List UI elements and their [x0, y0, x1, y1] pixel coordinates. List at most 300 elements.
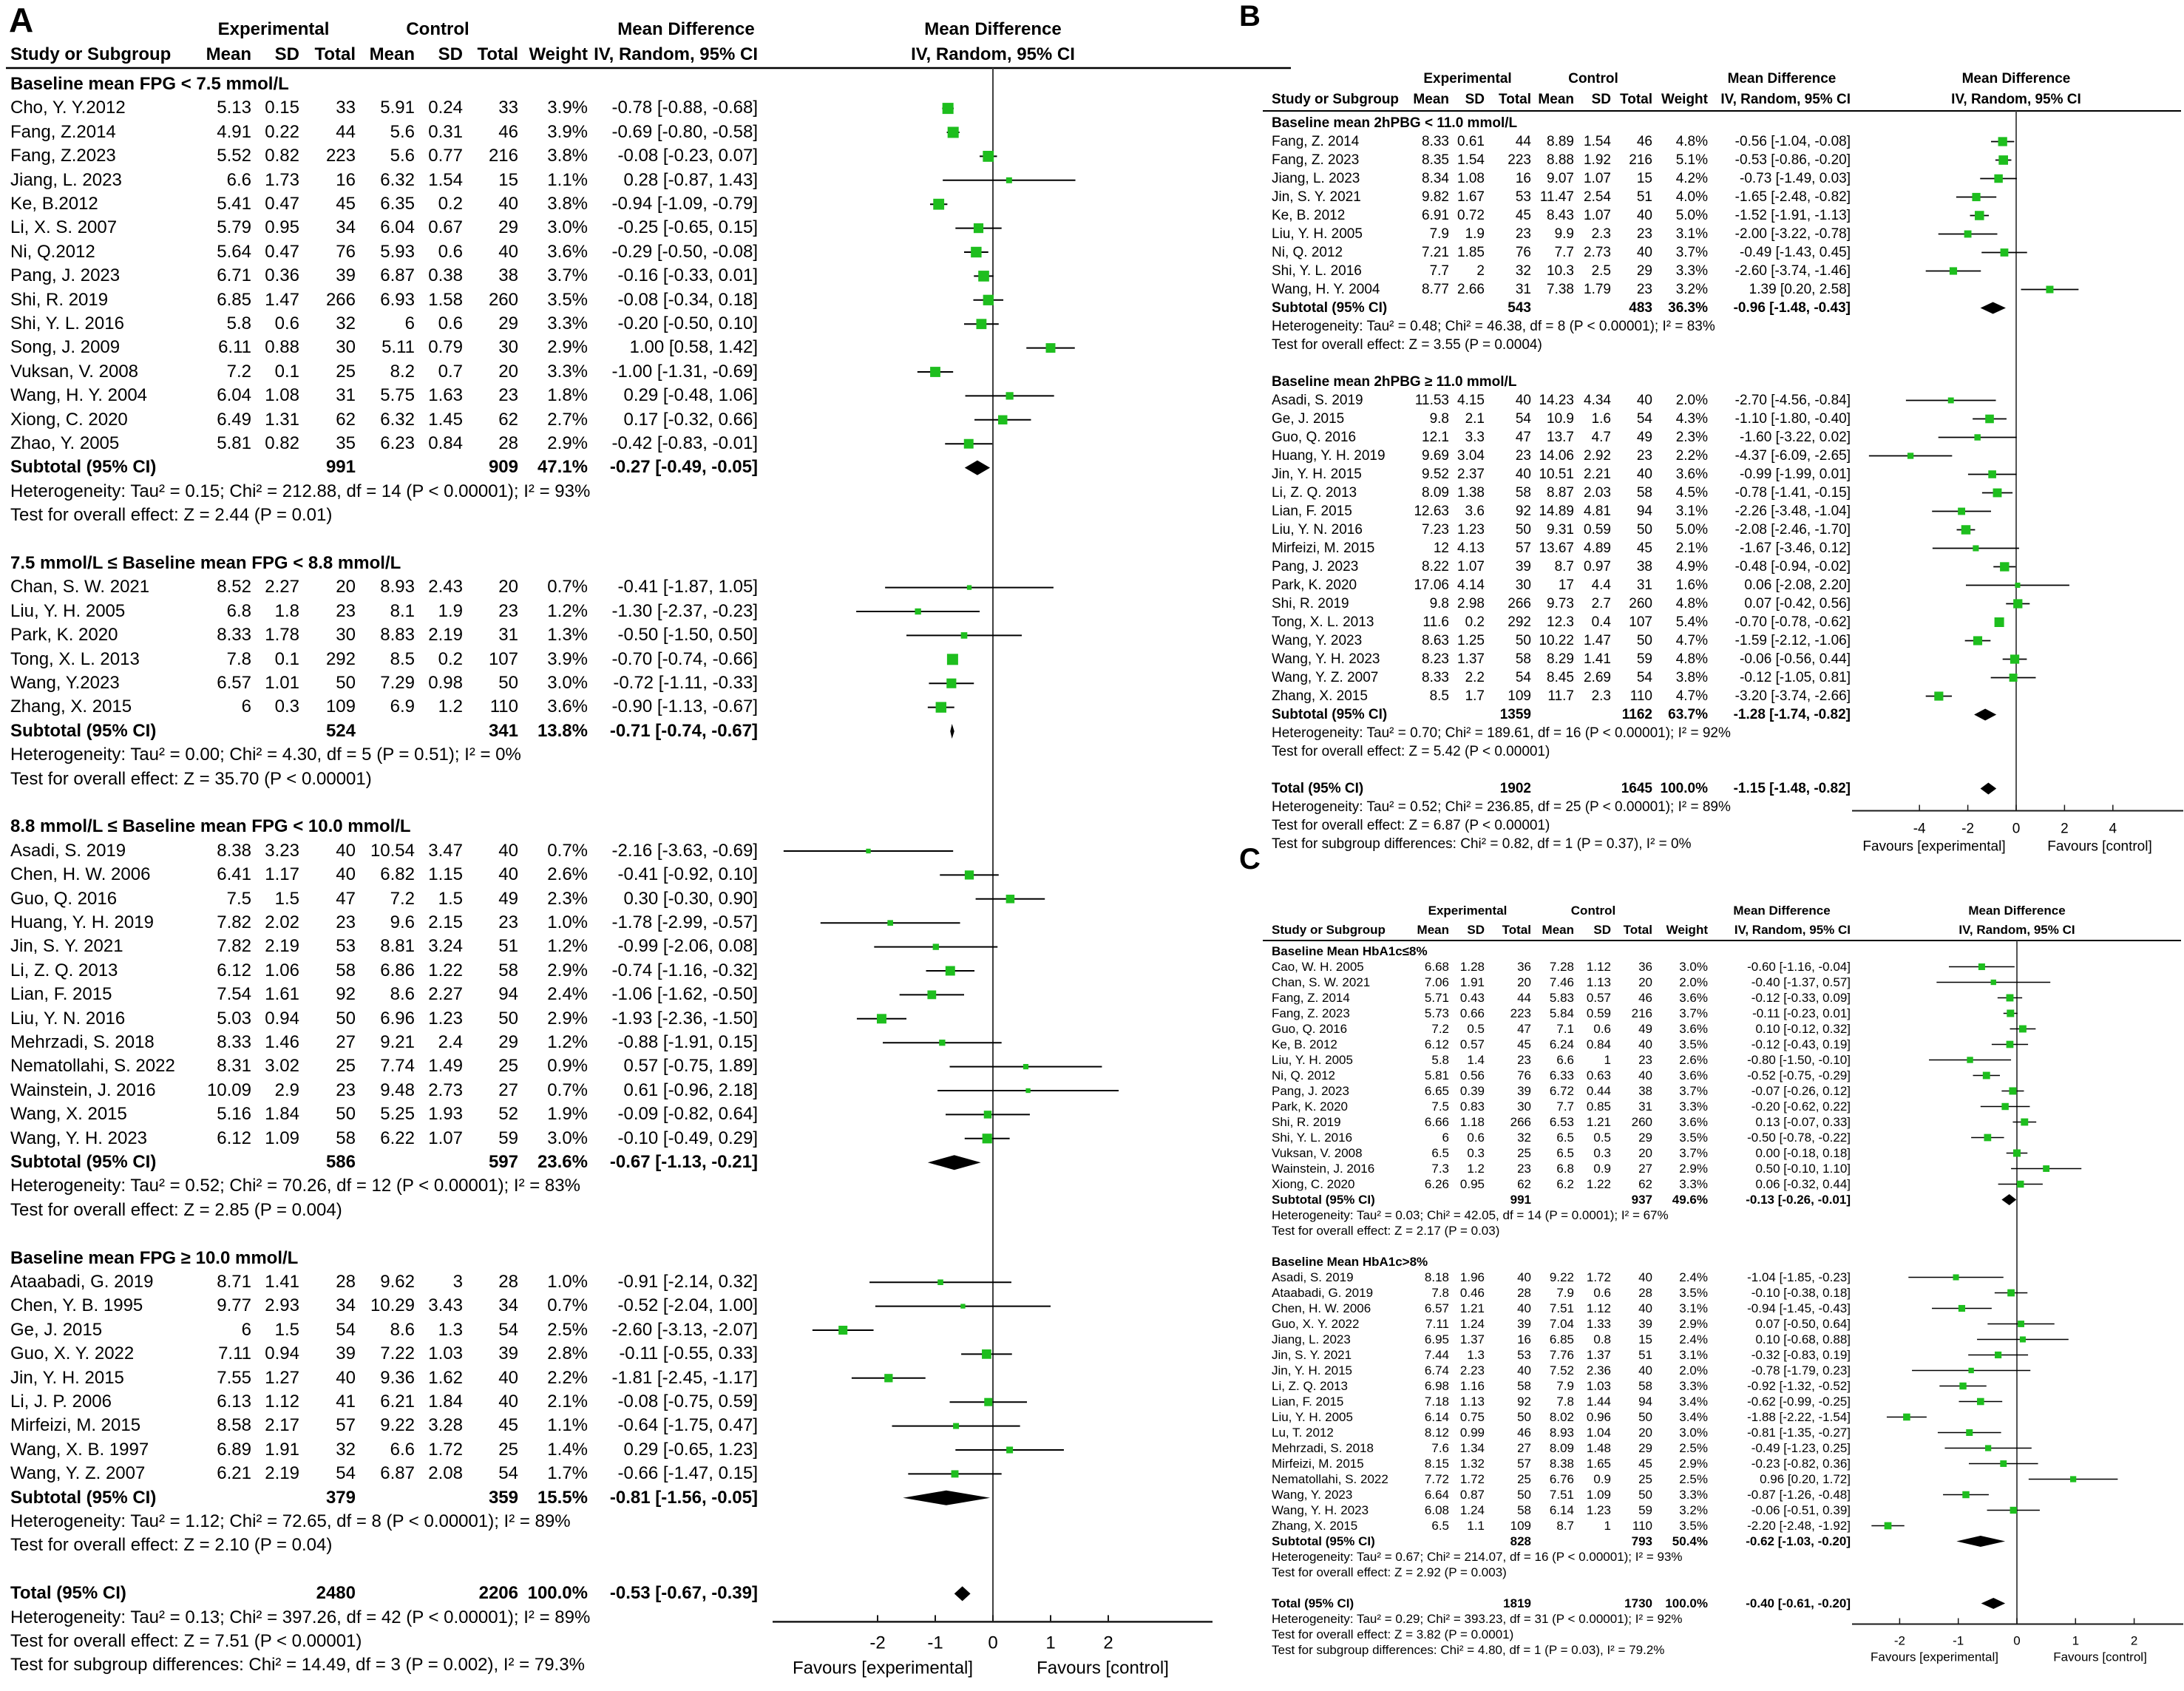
e_sd-cell: 1.73: [265, 169, 299, 190]
e_mean-cell: 6.08: [1424, 1503, 1449, 1517]
study-name: Ataabadi, G. 2019: [1272, 1286, 1374, 1300]
overall-effect-text: [1257, 1223, 2184, 1238]
subtotal-exp-total: 1359: [1499, 707, 1531, 722]
c_mean-cell: 14.06: [1539, 448, 1574, 464]
ci-cell: -0.52 [-2.04, 1.00]: [617, 1295, 758, 1316]
weight-cell: 3.4%: [1679, 1410, 1708, 1424]
study-name: Zhang, X. 2015: [1272, 1519, 1358, 1533]
subtotal-ctl-total: 359: [488, 1487, 518, 1508]
ci-cell: -0.08 [-0.23, 0.07]: [617, 146, 758, 166]
c_mean-cell: 7.2: [390, 888, 415, 909]
ci-cell: -0.08 [-0.75, 0.59]: [617, 1392, 758, 1412]
e_sd-cell: 0.75: [1459, 1410, 1485, 1424]
heterogeneity-text: Heterogeneity: Tau² = 0.00; Chi² = 4.30, df = 5 (P = 0.51); I² = 0%: [10, 745, 521, 765]
e_total-cell: 28: [336, 1272, 356, 1292]
subtotal-exp-total: 991: [1510, 1193, 1531, 1207]
c_sd-cell: 1.49: [428, 1056, 463, 1077]
plot-method-header: IV, Random, 95% CI: [1959, 923, 2075, 937]
study-row: [1257, 1301, 2184, 1316]
e_total-cell: 40: [1515, 393, 1531, 408]
study-row: [1257, 1394, 2184, 1409]
study-name: Wang, Y.2023: [10, 673, 120, 693]
c_mean-cell: 7.7: [1556, 1099, 1574, 1114]
study-name: Ataabadi, G. 2019: [10, 1272, 154, 1292]
e_mean-cell: 8.12: [1424, 1426, 1449, 1440]
c_sd-cell: 2.03: [1584, 485, 1611, 501]
e_total-cell: 40: [1515, 467, 1531, 482]
ci-cell: -0.88 [-1.91, 0.15]: [617, 1032, 758, 1052]
subtotal-weight: 23.6%: [537, 1152, 588, 1172]
weight-cell: 3.6%: [1675, 467, 1708, 482]
c_total-cell: 110: [489, 697, 518, 717]
e_total-cell: 54: [1515, 411, 1531, 427]
study-row: [0, 1031, 1294, 1054]
panel-c: [1239, 843, 2184, 1691]
c_total-cell: 39: [498, 1343, 518, 1364]
c_mean-cell: 7.7: [1554, 245, 1574, 260]
c_mean-cell: 6.22: [380, 1128, 415, 1148]
c_total-cell: 216: [1629, 152, 1652, 168]
overall-effect-text: [0, 1199, 1294, 1222]
c_sd-cell: 1.6: [1591, 411, 1611, 427]
e_sd-cell: 0.82: [265, 146, 299, 166]
axis-tick-label: -2: [1961, 821, 1975, 837]
study-row: [0, 671, 1294, 695]
study-name: Jin, Y. H. 2015: [10, 1367, 124, 1388]
ci-cell: -0.66 [-1.47, 0.15]: [617, 1463, 758, 1484]
c_total-cell: 40: [498, 241, 518, 262]
weight-cell: 3.6%: [1679, 1068, 1708, 1082]
study-name: Lian, F. 2015: [1272, 1395, 1344, 1409]
e_mean-cell: 6.13: [217, 1392, 251, 1412]
e_total-cell: 292: [325, 648, 356, 669]
experimental-group-header: Experimental: [1428, 904, 1508, 918]
c_mean-cell: 6.35: [380, 194, 415, 214]
ci-cell: 0.06 [-2.08, 2.20]: [1744, 577, 1851, 593]
study-row: [0, 1390, 1294, 1414]
study-name: Xiong, C. 2020: [10, 409, 128, 430]
study-name: Liu, Y. N. 2016: [10, 1008, 126, 1029]
e_total-cell: 266: [1510, 1115, 1531, 1129]
c_sd-cell: 1: [1604, 1519, 1611, 1533]
c_sd-cell: 1.44: [1586, 1395, 1611, 1409]
c_mean-cell: 6.5: [1556, 1146, 1574, 1160]
ci-cell: 0.10 [-0.68, 0.88]: [1755, 1332, 1851, 1346]
c_mean-cell: 6.2: [1556, 1177, 1574, 1191]
study-name: Ge, J. 2015: [1272, 411, 1345, 427]
e_sd-cell: 1.4: [1467, 1053, 1485, 1067]
subtotal-exp-total: 379: [325, 1487, 356, 1508]
e_total-cell: 54: [336, 1463, 356, 1484]
study-row: [1257, 1471, 2184, 1487]
weight-cell: 0.7%: [547, 1080, 588, 1100]
heterogeneity-text: Heterogeneity: Tau² = 0.52; Chi² = 70.26, df = 12 (P < 0.00001); I² = 83%: [10, 1176, 580, 1196]
weight-cell: 3.0%: [547, 1128, 588, 1148]
heterogeneity-text: Heterogeneity: Tau² = 0.29; Chi² = 393.23, df = 31 (P < 0.00001); I² = 92%: [1272, 1612, 1683, 1626]
heterogeneity-text: Heterogeneity: Tau² = 1.12; Chi² = 72.65, df = 8 (P < 0.00001); I² = 89%: [10, 1511, 571, 1531]
ci-cell: 0.57 [-0.75, 1.89]: [623, 1056, 758, 1077]
study-row: [0, 192, 1294, 216]
ci-cell: -0.99 [-1.99, 0.01]: [1740, 467, 1851, 482]
c_sd-cell: 2.3: [1591, 688, 1611, 704]
e_sd-cell: 1.08: [265, 385, 299, 406]
e_sd-cell: 0.1: [274, 361, 299, 382]
study-name: Lu, T. 2012: [1272, 1426, 1334, 1440]
c_total-cell: 20: [498, 361, 518, 382]
c_total-cell: 59: [1636, 651, 1652, 667]
e_total-cell: 45: [336, 194, 356, 214]
c_mean-cell: 7.51: [1549, 1301, 1574, 1315]
c_total-cell: 52: [498, 1104, 518, 1125]
c_sd-cell: 4.89: [1584, 540, 1611, 556]
total-label: Total (95% CI): [10, 1583, 126, 1604]
subtotal-weight: 100.0%: [527, 1583, 588, 1604]
weight-cell: 1.2%: [547, 936, 588, 957]
study-name: Jin, S. Y. 2021: [10, 936, 123, 957]
e_total-cell: 50: [336, 673, 356, 693]
ci-cell: -0.08 [-0.34, 0.18]: [617, 289, 758, 310]
c_mean-cell: 8.43: [1547, 208, 1574, 223]
e_total-cell: 23: [1517, 1162, 1531, 1176]
c_sd-cell: 2.21: [1584, 467, 1611, 482]
c_total-cell: 94: [1636, 504, 1652, 519]
subtotal-weight: 100.0%: [1660, 781, 1708, 796]
method-column-header: IV, Random, 95% CI: [1734, 923, 1851, 937]
c_total-cell: 29: [1638, 1131, 1652, 1145]
e_sd-cell: 1.09: [265, 1128, 299, 1148]
study-row: [1257, 1037, 2184, 1052]
e_mean-cell: 7.44: [1424, 1348, 1449, 1362]
c_mean-cell: 6.87: [380, 1463, 415, 1484]
study-name: Jin, S. Y. 2021: [1272, 189, 1361, 205]
method-column-header: IV, Random, 95% CI: [594, 44, 758, 64]
study-name: Wang, Y. Z. 2007: [1272, 670, 1379, 685]
e_mean-cell: 6.64: [1424, 1488, 1449, 1502]
c_sd-cell: 1.84: [428, 1392, 463, 1412]
e_total-cell: 46: [1517, 1426, 1531, 1440]
c_mean-cell: 7.74: [380, 1056, 415, 1077]
e_total-cell: 34: [336, 217, 356, 238]
e_mean-cell: 6.89: [217, 1439, 251, 1460]
weight-cell: 3.7%: [1679, 1006, 1708, 1020]
study-name: Huang, Y. H. 2019: [10, 912, 154, 932]
study-name: Mehrzadi, S. 2018: [1272, 1441, 1374, 1455]
e_total-cell: 58: [1517, 1379, 1531, 1393]
subtotal-ctl-total: 937: [1631, 1193, 1652, 1207]
e_total-cell: 41: [336, 1392, 356, 1412]
study-row: [0, 240, 1294, 264]
overall-effect-text: Test for overall effect: Z = 2.10 (P = 0.04): [10, 1535, 333, 1556]
weight-cell: 3.1%: [1675, 504, 1708, 519]
e_mean-cell: 9.52: [1422, 467, 1449, 482]
study-row: [0, 1270, 1294, 1294]
weight-cell: 3.3%: [1679, 1488, 1708, 1502]
c_mean-cell: 8.7: [1554, 559, 1574, 575]
e_total-cell: 57: [1517, 1457, 1531, 1471]
study-name: Park, K. 2020: [10, 625, 118, 645]
panel-b: [1239, 0, 2184, 881]
c_sd-cell: 1.5: [438, 888, 463, 909]
subgroup-heading-label: Baseline Mean HbA1c≤8%: [1272, 944, 1428, 958]
ci-cell: -0.73 [-1.49, 0.03]: [1740, 171, 1851, 186]
e_sd-cell: 2: [1476, 263, 1485, 279]
study-row: [0, 216, 1294, 240]
e_sd-cell: 0.66: [1459, 1006, 1485, 1020]
weight-cell: 1.1%: [547, 169, 588, 190]
e_mean-cell: 8.22: [1422, 559, 1449, 575]
total-row: [1257, 1596, 2184, 1611]
study-row: [0, 432, 1294, 455]
study-row: [1257, 1487, 2184, 1502]
e_total-cell: 50: [1517, 1488, 1531, 1502]
e_mean-cell: 6.71: [217, 265, 251, 286]
study-name: Park, K. 2020: [1272, 1099, 1349, 1114]
c_sd-cell: 1.15: [428, 864, 463, 885]
c_sd-cell: 2.36: [1586, 1363, 1611, 1377]
e_mean-cell: 7.8: [226, 648, 251, 669]
c_sd-cell: 0.59: [1586, 1006, 1611, 1020]
c_total-cell: 29: [498, 217, 518, 238]
study-row: [1257, 1456, 2184, 1471]
c_sd-cell: 1.03: [428, 1343, 463, 1364]
e_mean-cell: 7.72: [1424, 1472, 1449, 1486]
study-row: [1257, 1332, 2184, 1347]
e_mean-cell: 6.26: [1424, 1177, 1449, 1191]
e_total-cell: 50: [1517, 1410, 1531, 1424]
e_total-cell: 25: [336, 1056, 356, 1077]
favours-control-label: Favours [control]: [2053, 1650, 2147, 1664]
e_mean-cell: 12.63: [1414, 504, 1449, 519]
c_total-cell: 38: [1636, 559, 1652, 575]
e_mean-cell: 17.06: [1414, 577, 1449, 593]
study-name: Jin, Y. H. 2015: [1272, 467, 1362, 482]
c_sd-cell: 0.8: [1593, 1332, 1611, 1346]
method-column-header: IV, Random, 95% CI: [1720, 92, 1851, 107]
c_total-cell: 20: [1638, 975, 1652, 989]
study-name: Liu, Y. H. 2005: [1272, 1053, 1353, 1067]
overall-effect-text: [0, 1534, 1294, 1557]
e_mean-cell: 6.98: [1424, 1379, 1449, 1393]
study-name: Mehrzadi, S. 2018: [10, 1032, 155, 1052]
e_mean-cell: 9.8: [1429, 411, 1449, 427]
ci-cell: -1.52 [-1.91, -1.13]: [1734, 208, 1851, 223]
c_total-cell: 36: [1638, 960, 1652, 974]
ci-cell: -0.99 [-2.06, 0.08]: [617, 936, 758, 957]
ci-cell: 0.13 [-0.07, 0.33]: [1755, 1115, 1851, 1129]
weight-cell: 3.0%: [547, 673, 588, 693]
weight-cell: 0.7%: [547, 577, 588, 597]
e_sd-cell: 2.9: [274, 1080, 299, 1100]
ci-cell: 0.29 [-0.48, 1.06]: [623, 385, 758, 406]
study-name: Ni, Q.2012: [10, 241, 95, 262]
e_sd-cell: 1.34: [1459, 1441, 1485, 1455]
c_total-cell: 25: [1638, 1472, 1652, 1486]
weight-cell: 0.9%: [547, 1056, 588, 1077]
weight-cell: 0.7%: [547, 1295, 588, 1316]
weight-cell: 2.5%: [547, 1319, 588, 1340]
overall-effect-text: Test for overall effect: Z = 2.44 (P = 0.01): [10, 505, 333, 526]
study-name: Wainstein, J. 2016: [10, 1080, 156, 1100]
study-name: Li, J. P. 2006: [10, 1392, 112, 1412]
total-column-header: Total: [1499, 92, 1531, 107]
c_sd-cell: 1.63: [428, 385, 463, 406]
e_mean-cell: 7.3: [1431, 1162, 1449, 1176]
heterogeneity-text: Heterogeneity: Tau² = 0.70; Chi² = 189.61, df = 16 (P < 0.00001); I² = 92%: [1272, 725, 1731, 741]
c_mean-cell: 7.22: [380, 1343, 415, 1364]
heterogeneity-text: Heterogeneity: Tau² = 0.52; Chi² = 236.85, df = 25 (P < 0.00001); I² = 89%: [1272, 799, 1731, 815]
e_total-cell: 266: [1508, 596, 1531, 611]
study-row: [1257, 206, 2184, 225]
weight-cell: 3.6%: [1679, 1022, 1708, 1036]
e_mean-cell: 6.41: [217, 864, 251, 885]
e_mean-cell: 6.57: [1424, 1301, 1449, 1315]
e_mean-cell: 6.04: [217, 385, 251, 406]
mean-column-header: Mean: [1538, 92, 1574, 107]
study-row: [1257, 1285, 2184, 1301]
subtotal-ctl-total: 341: [488, 720, 518, 741]
c_sd-cell: 0.59: [1584, 522, 1611, 538]
ci-cell: -0.20 [-0.62, 0.22]: [1751, 1099, 1851, 1114]
e_sd-cell: 0.22: [265, 121, 299, 142]
c_sd-cell: 1.54: [428, 169, 463, 190]
c_sd-cell: 3.28: [428, 1415, 463, 1436]
c_mean-cell: 7.1: [1556, 1022, 1574, 1036]
ci-cell: -0.62 [-0.99, -0.25]: [1747, 1395, 1851, 1409]
weight-cell: 3.3%: [1679, 1177, 1708, 1191]
c_sd-cell: 1.54: [1584, 134, 1611, 149]
c_sd-cell: 1.47: [1584, 633, 1611, 648]
c_sd-cell: 1.03: [1586, 1379, 1611, 1393]
ci-cell: -0.70 [-0.78, -0.62]: [1734, 614, 1851, 630]
c_total-cell: 29: [498, 314, 518, 333]
study-name: Jin, S. Y. 2021: [1272, 1348, 1352, 1362]
c_sd-cell: 1.09: [1586, 1488, 1611, 1502]
subgroup-heading: [1257, 1254, 2184, 1270]
axis-tick-label: 1: [1045, 1633, 1056, 1653]
c_total-cell: 15: [498, 169, 518, 190]
heterogeneity-text: [1257, 724, 2184, 742]
e_sd-cell: 1.61: [265, 984, 299, 1005]
e_mean-cell: 6.57: [217, 673, 251, 693]
c_sd-cell: 1.23: [428, 1008, 463, 1029]
study-row: [1257, 1006, 2184, 1021]
weight-cell: 3.3%: [1675, 263, 1708, 279]
weight-cell: 1.4%: [547, 1439, 588, 1460]
e_mean-cell: 7.55: [217, 1367, 251, 1388]
study-name: Lian, F. 2015: [10, 984, 112, 1005]
study-name: Ke, B.2012: [10, 194, 98, 214]
overall-effect-text: Test for overall effect: Z = 6.87 (P < 0.00001): [1272, 818, 1550, 833]
ci-cell: -0.16 [-0.33, 0.01]: [617, 265, 758, 286]
c_total-cell: 50: [1638, 1410, 1652, 1424]
e_total-cell: 39: [336, 265, 356, 286]
e_total-cell: 53: [1517, 1348, 1531, 1362]
subtotal-label: Subtotal (95% CI): [1272, 1534, 1375, 1548]
e_sd-cell: 1.84: [265, 1104, 299, 1125]
c_mean-cell: 6.87: [380, 265, 415, 286]
e_total-cell: 16: [1515, 171, 1531, 186]
study-name: Huang, Y. H. 2019: [1272, 448, 1386, 464]
e_sd-cell: 1.78: [265, 625, 299, 645]
axis-tick-label: -1: [1953, 1633, 1964, 1648]
weight-cell: 2.3%: [547, 888, 588, 909]
e_total-cell: 28: [1517, 1286, 1531, 1300]
weight-cell: 3.5%: [1679, 1131, 1708, 1145]
c_sd-cell: 1.22: [428, 960, 463, 980]
c_sd-cell: 3.43: [428, 1295, 463, 1316]
c_total-cell: 51: [1638, 1348, 1652, 1362]
study-row: [1257, 1378, 2184, 1394]
control-group-header: Control: [406, 19, 469, 39]
study-name: Li, Z. Q. 2013: [1272, 485, 1357, 501]
c_sd-cell: 1.3: [438, 1319, 463, 1340]
ci-cell: -1.93 [-2.36, -1.50]: [611, 1008, 758, 1029]
ci-cell: -2.60 [-3.74, -1.46]: [1734, 263, 1851, 279]
subgroup-heading: [1257, 943, 2184, 959]
weight-cell: 3.3%: [1679, 1099, 1708, 1114]
c_mean-cell: 6.8: [1556, 1162, 1574, 1176]
c_mean-cell: 7.8: [1556, 1395, 1574, 1409]
e_total-cell: 109: [1510, 1519, 1531, 1533]
weight-cell: 3.0%: [1679, 1426, 1708, 1440]
ci-cell: -0.74 [-1.16, -0.32]: [611, 960, 758, 980]
c_total-cell: 40: [498, 1367, 518, 1388]
c_mean-cell: 9.07: [1547, 171, 1574, 186]
effect-column-header: Mean Difference: [1733, 904, 1831, 918]
study-name: Wang, Y. H. 2023: [1272, 651, 1380, 667]
ci-cell: -0.49 [-1.23, 0.25]: [1751, 1441, 1851, 1455]
e_mean-cell: 5.52: [217, 146, 251, 166]
weight-cell: 4.9%: [1675, 559, 1708, 575]
ci-cell: -0.10 [-0.38, 0.18]: [1751, 1286, 1851, 1300]
e_total-cell: 40: [336, 840, 356, 861]
study-row: [1257, 410, 2184, 428]
study-row: [1257, 631, 2184, 650]
c_mean-cell: 6.6: [1556, 1053, 1574, 1067]
study-name: Chan, S. W. 2021: [1272, 975, 1371, 989]
study-name: Ni, Q. 2012: [1272, 245, 1343, 260]
overall-effect-text: Test for overall effect: Z = 3.82 (P = 0.0001): [1272, 1627, 1514, 1641]
study-row: [1257, 1440, 2184, 1456]
e_total-cell: 50: [1515, 522, 1531, 538]
study-row: [0, 1079, 1294, 1102]
subtotal-label: Subtotal (95% CI): [10, 720, 157, 741]
weight-cell: 3.1%: [1675, 226, 1708, 242]
c_sd-cell: 1.37: [1586, 1348, 1611, 1362]
c_mean-cell: 8.5: [390, 648, 415, 669]
subgroup-heading-label: 7.5 mmol/L ≤ Baseline mean FPG < 8.8 mmol/L: [10, 553, 401, 573]
c_sd-cell: 1.04: [1586, 1426, 1611, 1440]
c_mean-cell: 10.9: [1547, 411, 1574, 427]
c_mean-cell: 8.81: [380, 936, 415, 957]
c_mean-cell: 6.21: [380, 1392, 415, 1412]
study-row: [1257, 1425, 2184, 1440]
e_sd-cell: 0.72: [1457, 208, 1485, 223]
ci-cell: -0.49 [-1.43, 0.45]: [1740, 245, 1851, 260]
study-row: [0, 983, 1294, 1006]
ci-cell: -0.92 [-1.32, -0.52]: [1747, 1379, 1851, 1393]
plot-effect-header: Mean Difference: [1968, 904, 2066, 918]
e_total-cell: 54: [336, 1319, 356, 1340]
c_sd-cell: 3: [452, 1272, 463, 1292]
ci-cell: 0.07 [-0.50, 0.64]: [1755, 1317, 1851, 1331]
c_sd-cell: 0.84: [1586, 1037, 1611, 1051]
c_sd-cell: 0.9: [1593, 1472, 1611, 1486]
c_mean-cell: 7.52: [1549, 1363, 1574, 1377]
e_mean-cell: 6.65: [1424, 1084, 1449, 1098]
subtotal-row: [0, 719, 1294, 743]
c_sd-cell: 0.31: [428, 121, 463, 142]
